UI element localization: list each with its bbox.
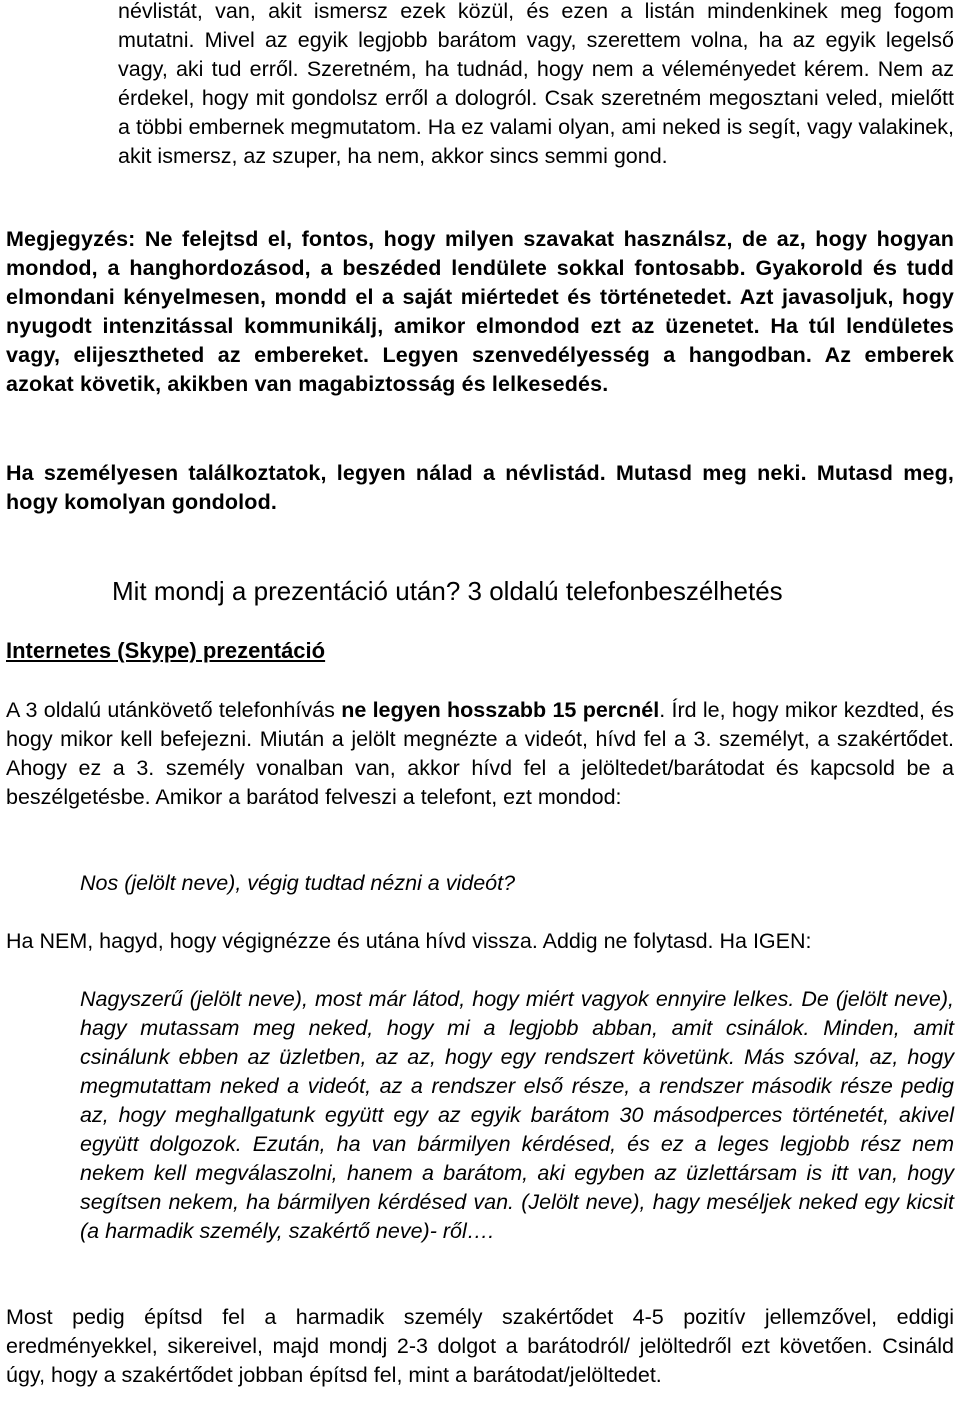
section-heading-main: Mit mondj a prezentáció után? <box>112 576 461 606</box>
quote-yes-paragraph: Nagyszerű (jelölt neve), most már látod, hogy miért vagyok ennyire lelkes. De (jelölt neve), hagy mutassam meg neked, hogy mi a legjobb abban, amit csinálok. Minden, amit csinálunk ebben az üzletben, az az, hogy egy rendszert követünk. Más szóval, az, hogy megmutattam neked a videót, az a rendszer első része, a rendszer második része pedig az, hogy meghallgatunk együtt egy az egyik barátom 30 másodperces történetét, akivel együtt dolgozok. Ezután, ha van bármilyen kérdésed, és ez a leges legjobb rész nem nekem kell megválaszolni, hanem a barátom, aki egyben az üzlettársam is itt van, hogy segítsen nekem, ha bármilyen kérdésed van. (Jelölt neve), hagy meséljek neked egy kicsit (a harmadik személy, szakértő neve)- ről…. <box>80 987 954 1243</box>
call-text-bold: ne legyen hosszabb 15 percnél <box>341 698 660 722</box>
build-paragraph: Most pedig építsd fel a harmadik személy szakértődet 4-5 pozitív jellemzővel, eddigi eredményekkel, sikereivel, majd mondj 2-3 dolgot a barátodról/ jelöltedről ezt követően. Csináld úgy, hogy a szakértődet jobban építsd fel, mint a barátodat/jelöltedet. <box>6 1305 954 1387</box>
if-no-paragraph: Ha NEM, hagyd, hogy végignézze és utána hívd vissza. Addig ne folytasd. Ha IGEN: <box>6 929 812 953</box>
section-heading-sub: 3 oldalú telefonbeszélhetés <box>460 576 783 606</box>
call-text-rest: . Írd le, hogy mikor kezdted, és hogy mikor kell befejezni. Miután a jelölt megnézte a videót, hívd fel a 3. személyt, a szakértődet. Ahogy ez a 3. személy vonalban van, akkor hívd fel a jelöltedet/barátodat és kapcsold be a beszélgetésbe. Amikor a barátod felveszi a telefont, ezt mondod: <box>6 698 954 809</box>
intro-paragraph: névlistát, van, akit ismersz ezek közül, és ezen a listán mindenkinek meg fogom mutatni. Mivel az egyik legjobb barátom vagy, szerettem volna, ha az egyik legelső vagy, aki tud erről. Szeretném, ha tudnád, hogy nem a véleményedet kérem. Nem az érdekel, hogy mit gondolsz erről a dologról. Csak szeretném megosztani veled, mielőtt a többi embernek megmutatom. Ha ez valami olyan, ami neked is segít, vagy valakinek, akit ismersz, az szuper, ha nem, akkor sincs semmi gond. <box>118 0 954 168</box>
section-heading <box>112 574 952 608</box>
call-paragraph <box>6 696 954 812</box>
quote-question: Nos (jelölt neve), végig tudtad nézni a videót? <box>80 871 516 895</box>
call-text-start: A 3 oldalú utánkövető telefonhívás <box>6 698 342 722</box>
subheading: Internetes (Skype) prezentáció <box>6 638 326 663</box>
note-paragraph: Megjegyzés: Ne felejtsd el, fontos, hogy milyen szavakat használsz, de az, hogy hogyan mondod, a hanghordozásod, a beszéded lendülete sokkal fontosabb. Gyakorold és tudd elmondani kényelmesen, mondd el a saját miértedet és történetedet. Azt javasoljuk, hogy nyugodt intenzitással kommunikálj, amikor elmondod ezt az üzenetet. Ha túl lendületes vagy, elijesztheted az embereket. Legyen szenvedélyesség a hangodban. Az emberek azokat követik, akikben van magabiztosság és lelkesedés. <box>6 227 954 396</box>
meeting-paragraph: Ha személyesen találkoztatok, legyen nálad a névlistád. Mutasd meg neki. Mutasd meg, hogy komolyan gondolod. <box>6 461 954 514</box>
